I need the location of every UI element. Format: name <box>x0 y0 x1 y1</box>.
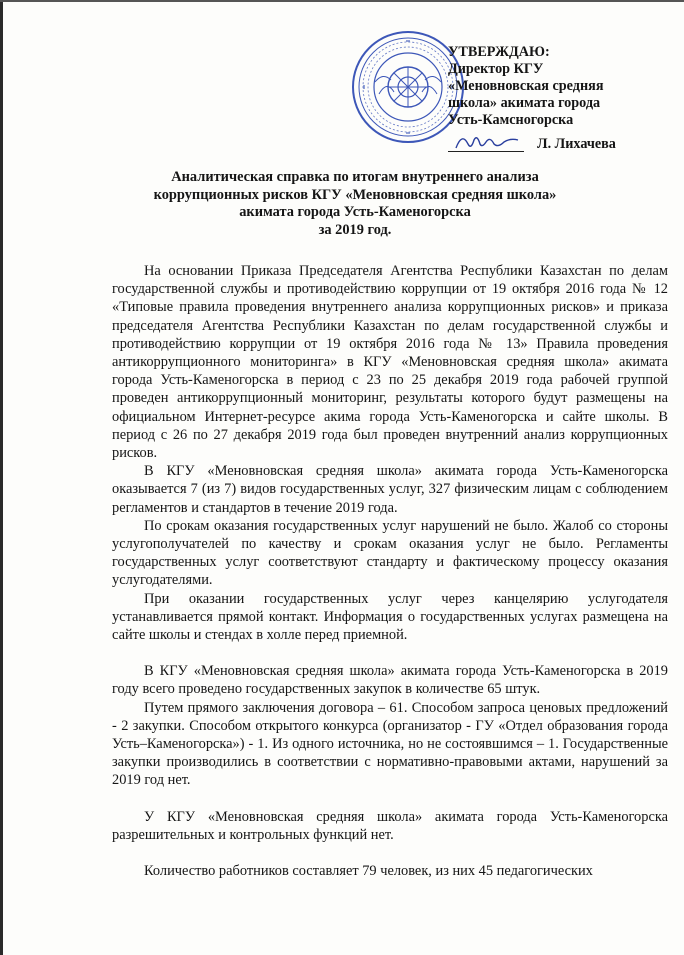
document-title <box>140 169 570 239</box>
paragraph-procurement-total: В КГУ «Меновновская средняя школа» акимата города Усть-Каменогорска в 2019 году всего проведено государственных закупок в количестве 65 штук. <box>112 663 668 698</box>
signature-line <box>448 151 524 152</box>
title-line-4: за 2019 год. <box>318 221 392 238</box>
paragraph-functions: У КГУ «Меновновская средняя школа» акимата города Усть-Каменогорска разрешительных и контрольных функций нет. <box>112 808 668 843</box>
document-body <box>112 262 668 880</box>
paragraph-procurement-methods: Путем прямого заключения договора – 61. Способом запроса ценовых предложений - 2 закупки. Способом открытого конкурса (организатор - ГУ «Отдел образования города Усть–Каменогорска») - 1. Из одного источника, но не состоявшимся – 1. Государственные закупки производились в соответствии с нормативно-правовыми актами, нарушений за 2019 год нет. <box>112 699 668 789</box>
approval-org-line2: школа» акимата города <box>448 95 601 111</box>
approval-org-line3: Усть-Камсногорска <box>448 112 574 128</box>
paragraph-no-violations: По срокам оказания государственных услуг нарушений не было. Жалоб со стороны услугополучателей по качеству и срокам оказания услуг не было. Регламенты государственных услуг соответствуют стандарту и фактическому процессу оказания услугодателями. <box>112 517 668 589</box>
title-line-3: акимата города Усть-Каменогорска <box>239 204 471 220</box>
signer-name: Л. Лихачева <box>537 136 616 152</box>
paragraph-services-count: В КГУ «Меновновская средняя школа» акимата города Усть-Каменогорска оказывается 7 (из 7) видов государственных услуг, 327 физическим лицам с соблюдением регламентов и стандартов в течение 2019 года. <box>112 463 668 516</box>
approval-block <box>448 44 668 129</box>
approval-org-line1: «Меновновская средняя <box>448 78 604 94</box>
paragraph-direct-contact: При оказании государственных услуг через канцелярию услугодателя устанавливается прямой контакт. Информация о государственных услугах размещена на сайте школы и стендах в холле перед приемной. <box>112 590 668 644</box>
approval-heading: УТВЕРЖДАЮ: <box>448 44 550 60</box>
title-line-2: коррупционных рисков КГУ «Меновновская средняя школа» <box>153 186 557 203</box>
paragraph-legal-basis: На основании Приказа Председателя Агентства Республики Казахстан по делам государственной службы и противодействию коррупции от 19 октября 2016 года № 12 «Типовые правила проведения внутреннего анализа коррупционных рисков» и приказа председателя Агентства Республики Казахстан по делам государственной службы и противодействию коррупции от 19 октября 2016 года № 13» Правила проведения антикоррупционного мониторинга» в КГУ «Меновновская средняя школа» акимата города Усть-Каменогорска в период с 23 по 25 декабря 2019 года рабочей группой проведен антикоррупционный мониторинг, результаты которого будут размещены на официальном Интернет-ресурсе акима города Усть-Каменогорска и сайте школы. В период с 26 по 27 декабря 2019 года был проведен внутренний анализ коррупционных рисков. <box>112 263 668 462</box>
signature-row <box>448 136 648 154</box>
paragraph-staff-count: Количество работников составляет 79 человек, из них 45 педагогических <box>144 863 593 880</box>
title-line-1: Аналитическая справка по итогам внутреннего анализа <box>171 169 539 185</box>
scan-edge-top <box>0 0 684 2</box>
approval-position: Директор КГУ <box>448 61 544 77</box>
scan-edge-left <box>0 0 3 955</box>
